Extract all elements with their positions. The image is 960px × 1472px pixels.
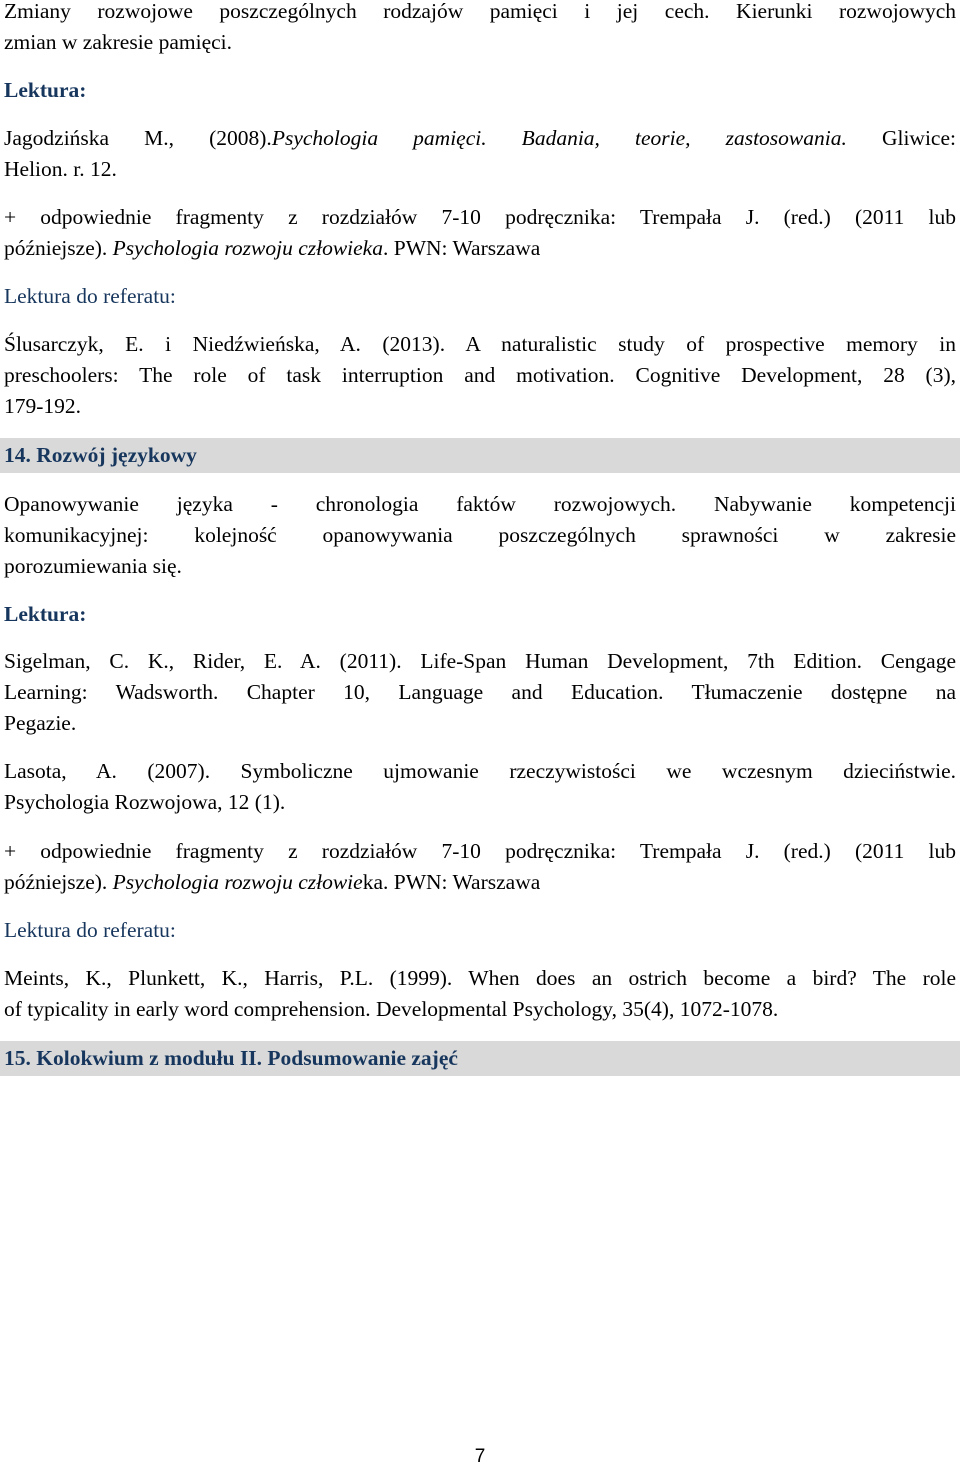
text-line: Opanowywanie języka - chronologia faktów rozwojowych. Nabywanie kompetencji [4,492,956,516]
text-line: Pegazie. [4,711,77,735]
reading-label-text: Lektura: [4,78,87,102]
reading-label-2 [4,599,956,630]
ref-title: Psychologia rozwoju człowie [112,870,363,894]
text-line: porozumiewania się. [4,554,182,578]
lasota-reference [4,756,956,818]
text-line: Ślusarczyk, E. i Niedźwieńska, A. (2013). A naturalistic study of prospective memory in [4,332,956,356]
ref-title: Psychologia rozwoju człowieka [112,236,383,260]
presentation-reading-label-text: Lektura do referatu: [4,284,176,308]
presentation-reading-label-2 [4,915,956,946]
trempala-reference-2 [4,836,956,898]
reading-label-text: Lektura: [4,602,87,626]
text-line: Psychologia Rozwojowa, 12 (1). [4,790,286,814]
ref-part: . PWN: Warszawa [382,236,541,260]
text-line: Learning: Wadsworth. Chapter 10, Language and Education. Tłumaczenie dostępne na [4,680,956,704]
ref-author: Jagodzińska M., (2008). [4,126,272,150]
memory-topic-paragraph [4,0,956,58]
section-heading-15: 15. Kolokwium z modułu II. Podsumowanie zajęć [0,1041,960,1076]
text-line [4,123,956,154]
text-line: Helion. r. 12. [4,157,117,181]
presentation-reading-label [4,281,956,312]
text-line: + odpowiednie fragmenty z rozdziałów 7-10 podręcznika: Trempała J. (red.) (2011 lub [4,205,956,229]
text-line: of typicality in early word comprehension. Developmental Psychology, 35(4), 1072-1078. [4,997,779,1021]
text-line [4,867,956,898]
ref-place: Gliwice: [846,126,956,150]
text-line [4,233,956,264]
presentation-reading-label-text: Lektura do referatu: [4,918,176,942]
text-line: + odpowiednie fragmenty z rozdziałów 7-10 podręcznika: Trempała J. (red.) (2011 lub [4,839,956,863]
reading-label [4,75,956,106]
section-heading-14: 14. Rozwój językowy [0,438,960,473]
ref-title: Psychologia pamięci. Badania, teorie, zastosowania. [271,126,847,150]
jagodzinska-reference [4,123,956,185]
page-number: 7 [474,1446,486,1467]
ref-part: późniejsze). [4,870,113,894]
text-line: Lasota, A. (2007). Symboliczne ujmowanie rzeczywistości we wczesnym dzieciństwie. [4,759,956,783]
text-line: komunikacyjnej: kolejność opanowywania poszczególnych sprawności w zakresie [4,523,956,547]
slusarczyk-reference [4,329,956,422]
sigelman-reference [4,646,956,739]
text-line: zmian w zakresie pamięci. [4,30,233,54]
text-line: preschoolers: The role of task interruption and motivation. Cognitive Development, 28 (3), [4,363,956,387]
text-line: Sigelman, C. K., Rider, E. A. (2011). Life-Span Human Development, 7th Edition. Cengage [4,649,956,673]
meints-reference [4,963,956,1025]
text-line: Meints, K., Plunkett, K., Harris, P.L. (1999). When does an ostrich become a bird? The role [4,966,956,990]
text-line: Zmiany rozwojowe poszczególnych rodzajów pamięci i jej cech. Kierunki rozwojowych [4,0,956,23]
ref-part: ka. PWN: Warszawa [362,870,541,894]
text-line: 179-192. [4,394,82,418]
language-topic-paragraph [4,489,956,582]
ref-part: późniejsze). [4,236,113,260]
trempala-reference-1 [4,202,956,264]
